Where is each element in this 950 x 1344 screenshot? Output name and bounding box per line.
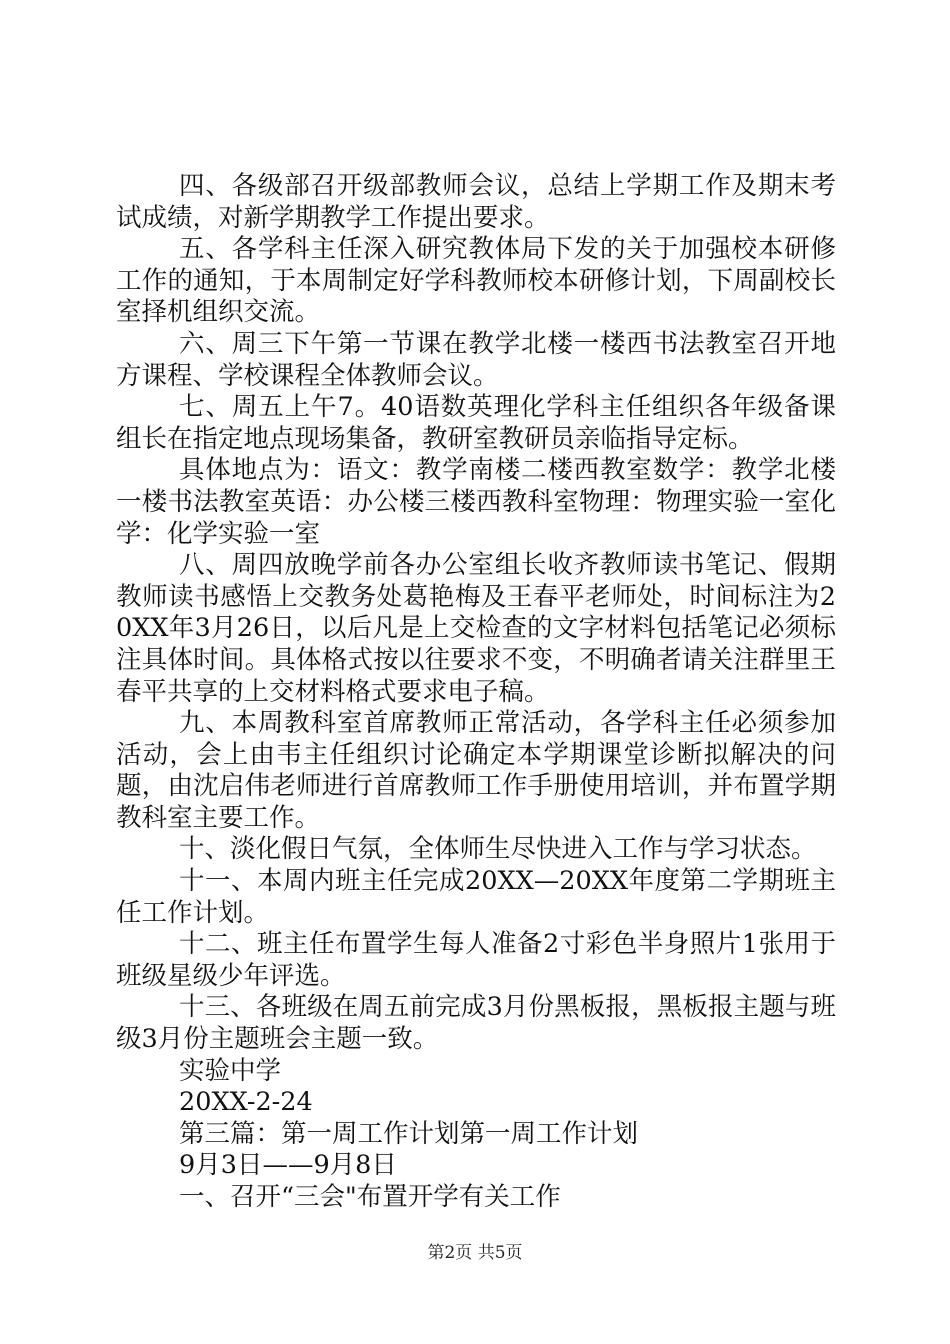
date-range: 9月3日——9月8日 — [179, 1150, 397, 1181]
section-title: 第三篇：第一周工作计划第一周工作计划 — [179, 1118, 639, 1149]
paragraph-item-8: 八、周四放晚学前各办公室组长收齐教师读书笔记、假期教师读书感悟上交教务处葛艳梅及王春平老师处，时间标注为20XX年3月26日，以后凡是上交检查的文字材料包括笔记必须标注具体时间。具体格式按以往要求不变，不明确者请关注群里王春平共享的上交材料格式要求电子稿。 — [116, 550, 836, 707]
paragraph-item-11: 十一、本周内班主任完成20XX—20XX年度第二学期班主任工作计划。 — [116, 866, 836, 928]
paragraph-item-5: 五、各学科主任深入研究教体局下发的关于加强校本研修工作的通知，于本周制定好学科教师校本研修计划，下周副校长室择机组织交流。 — [116, 234, 836, 328]
paragraph-item-4: 四、各级部召开级部教师会议，总结上学期工作及期末考试成绩，对新学期教学工作提出要求。 — [116, 171, 836, 233]
paragraph-item-12: 十二、班主任布置学生每人准备2寸彩色半身照片1张用于班级星级少年评选。 — [116, 929, 836, 991]
paragraph-item-10: 十、淡化假日气氛，全体师生尽快进入工作与学习状态。 — [179, 834, 817, 865]
paragraph-locations: 具体地点为：语文：教学南楼二楼西教室数学：教学北楼一楼书法教室英语：办公楼三楼西教科室物理：物理实验一室化学：化学实验一室 — [116, 455, 836, 549]
paragraph-item-1: 一、召开“三会"布置开学有关工作 — [179, 1182, 561, 1212]
page-footer: 第2页 共5页 — [427, 1243, 523, 1263]
signature-date: 20XX-2-24 — [179, 1087, 313, 1118]
paragraph-item-6: 六、周三下午第一节课在教学北楼一楼西书法教室召开地方课程、学校课程全体教师会议。 — [116, 328, 836, 391]
paragraph-item-9: 九、本周教科室首席教师正常活动，各学科主任必须参加活动，会上由韦主任组织讨论确定本学期课堂诊断拟解决的问题，由沈启伟老师进行首席教师工作手册使用培训，并布置学期教科室主要工作。 — [116, 708, 836, 833]
document-body — [116, 171, 836, 1214]
signature-school: 实验中学 — [179, 1055, 282, 1086]
paragraph-item-13: 十三、各班级在周五前完成3月份黑板报，黑板报主题与班级3月份主题班会主题一致。 — [116, 992, 836, 1055]
paragraph-item-7: 七、周五上午7。40语数英理化学科主任组织各年级备课组长在指定地点现场集备，教研室教研员亲临指导定标。 — [116, 392, 836, 454]
